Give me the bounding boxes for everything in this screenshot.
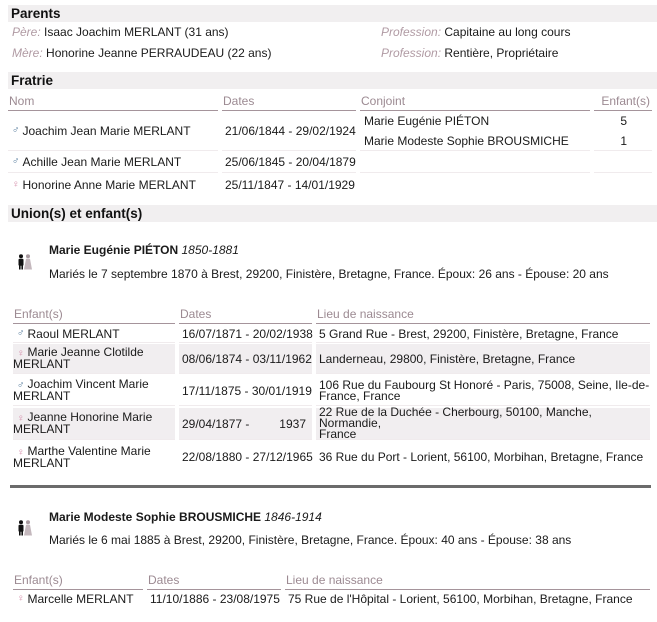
mother-profession-label: Profession: xyxy=(381,46,442,60)
male-icon: ♂ xyxy=(17,327,25,339)
fratrie-row-dates: 25/06/1845 - 20/04/1879 xyxy=(222,152,356,173)
child-date-start: 16/07/1871 xyxy=(182,326,243,341)
fratrie-spouse-children: 5 xyxy=(620,114,627,128)
father-row xyxy=(12,25,229,39)
union-divider xyxy=(10,485,651,488)
union-spouse-name[interactable]: Marie Eugénie PIÉTON xyxy=(49,243,179,257)
child-birthplace xyxy=(316,376,650,406)
birthplace-line: France, France xyxy=(319,388,401,403)
fratrie-spouse-name[interactable]: Marie Eugénie PIÉTON xyxy=(364,114,490,128)
union-spouse-years: 1846-1914 xyxy=(264,510,322,524)
child-name-text[interactable]: Joachim Vincent Marie xyxy=(27,377,149,391)
male-icon: ♂ xyxy=(12,124,20,136)
mother-row xyxy=(12,46,271,60)
children-header-dates: Dates xyxy=(179,306,312,324)
father-link[interactable]: Isaac Joachim MERLANT (31 ans) xyxy=(44,25,229,39)
parents-section-title: Parents xyxy=(8,5,657,22)
child-dates xyxy=(179,344,312,374)
fratrie-row-name[interactable] xyxy=(8,152,218,173)
child-name[interactable] xyxy=(13,325,175,343)
mother-profession-row xyxy=(381,46,558,60)
female-icon: ♀ xyxy=(17,413,25,424)
mother-label: Mère: xyxy=(12,46,43,60)
child-dates xyxy=(179,408,312,440)
couple-icon xyxy=(17,520,35,536)
birthplace-line: France xyxy=(319,427,357,441)
union-marriage-details: Mariés le 6 mai 1885 à Brest, 29200, Finistère, Bretagne, France. Époux: 40 ans - Épouse: 38 ans xyxy=(49,533,572,547)
child-birthplace: 36 Rue du Port - Lorient, 56100, Morbihan, Bretagne, France xyxy=(319,450,644,464)
union-marriage-details: Mariés le 7 septembre 1870 à Brest, 29200, Finistère, Bretagne, France. Époux: 26 ans - Épouse: 20 ans xyxy=(49,267,609,281)
birthplace-line: 106 Rue du Faubourg St Honoré - Paris, 75008, Seine, Ile-de- xyxy=(319,377,650,392)
date-separator: - xyxy=(242,351,253,366)
child-date-start: 11/10/1886 xyxy=(150,592,210,606)
child-birthplace: Landerneau, 29800, Finistère, Bretagne, France xyxy=(316,344,650,374)
child-dates xyxy=(147,591,281,607)
union-spouse-heading xyxy=(49,510,322,524)
fratrie-empty-cell xyxy=(360,152,590,173)
fratrie-empty-cell xyxy=(594,152,652,173)
child-date-end: 27/12/1965 xyxy=(252,450,313,464)
fratrie-section-title: Fratrie xyxy=(8,72,657,89)
child-dates xyxy=(179,376,312,406)
child-birthplace: 5 Grand Rue - Brest, 29200, Finistère, Bretagne, France xyxy=(316,325,650,343)
child-dates xyxy=(179,325,312,343)
fratrie-row-name[interactable] xyxy=(8,174,218,195)
child-name[interactable] xyxy=(13,408,175,440)
child-name-text[interactable]: MERLANT xyxy=(13,455,71,470)
date-separator: - xyxy=(242,450,253,464)
date-separator: - xyxy=(242,416,253,431)
fratrie-spouse-name[interactable]: Marie Modeste Sophie BROUSMICHE xyxy=(360,131,590,151)
sibling-name[interactable]: Joachim Jean Marie MERLANT xyxy=(22,123,191,138)
date-separator: - xyxy=(242,326,253,341)
child-birthplace xyxy=(316,405,650,441)
child-date-end: 03/11/1962 xyxy=(252,351,312,366)
child-name-text[interactable]: MERLANT xyxy=(13,357,71,371)
child-date-start: 29/04/1877 xyxy=(182,416,243,431)
female-icon: ♀ xyxy=(17,446,25,458)
father-label: Père: xyxy=(12,25,41,39)
child-name[interactable] xyxy=(13,591,143,607)
fratrie-row-dates: 21/06/1844 - 29/02/1924 xyxy=(222,111,356,151)
sibling-name[interactable]: Honorine Anne Marie MERLANT xyxy=(22,177,196,192)
female-icon: ♀ xyxy=(17,593,25,604)
child-date-start: 08/06/1874 xyxy=(182,351,243,366)
couple-icon xyxy=(17,254,35,270)
child-name[interactable] xyxy=(13,376,175,406)
female-icon: ♀ xyxy=(12,178,20,190)
children-header-lieu: Lieu de naissance xyxy=(285,572,650,590)
child-dates xyxy=(179,442,312,472)
child-date-end: 30/01/1919 xyxy=(251,383,312,398)
birthplace-line: 22 Rue de la Duchée - Cherbourg, 50100, Manche, Normandie, xyxy=(319,405,592,430)
date-separator: - xyxy=(241,383,252,398)
child-date-end: 23/08/1975 xyxy=(219,592,280,606)
child-name-text[interactable]: Marie Jeanne Clotilde xyxy=(27,345,144,359)
union-spouse-name[interactable]: Marie Modeste Sophie BROUSMICHE xyxy=(49,510,262,524)
fratrie-header-nom: Nom xyxy=(8,93,218,111)
fratrie-header-enfants: Enfant(s) xyxy=(594,93,652,111)
sibling-name[interactable]: Achille Jean Marie MERLANT xyxy=(22,155,182,169)
male-icon: ♂ xyxy=(17,380,25,391)
union-spouse-years: 1850-1881 xyxy=(181,243,239,257)
child-name[interactable] xyxy=(13,442,175,472)
child-name-text[interactable]: MERLANT xyxy=(13,422,71,436)
union-spouse-heading xyxy=(49,243,239,257)
unions-section-title: Union(s) et enfant(s) xyxy=(8,205,657,222)
child-name-text[interactable]: MERLANT xyxy=(13,389,71,403)
child-name-text[interactable]: Marthe Valentine Marie xyxy=(27,443,151,458)
children-header-dates: Dates xyxy=(147,572,281,590)
children-header-enfants: Enfant(s) xyxy=(13,572,143,590)
child-date-end: 1937 xyxy=(279,416,306,431)
father-profession-label: Profession: xyxy=(381,25,442,39)
fratrie-header-conjoint: Conjoint xyxy=(360,93,590,111)
date-separator: - xyxy=(209,592,220,606)
child-name[interactable] xyxy=(13,344,175,374)
fratrie-header-dates: Dates xyxy=(222,93,356,111)
child-date-end: 20/02/1938 xyxy=(252,326,313,341)
fratrie-row-dates: 25/11/1847 - 14/01/1929 xyxy=(225,177,355,192)
female-icon: ♀ xyxy=(17,348,25,359)
child-birthplace: 75 Rue de l'Hôpital - Lorient, 56100, Morbihan, Bretagne, France xyxy=(288,592,633,606)
child-date-start: 17/11/1875 xyxy=(182,383,242,398)
mother-link[interactable]: Honorine Jeanne PERRAUDEAU (22 ans) xyxy=(46,46,272,60)
child-date-start: 22/08/1880 xyxy=(182,450,243,464)
children-header-lieu: Lieu de naissance xyxy=(316,306,650,324)
child-name-text[interactable]: Raoul MERLANT xyxy=(27,326,120,341)
child-name-text[interactable]: Marcelle MERLANT xyxy=(27,592,134,606)
mother-profession: Rentière, Propriétaire xyxy=(444,46,559,60)
male-icon: ♂ xyxy=(12,156,20,167)
fratrie-row-name[interactable] xyxy=(8,111,218,151)
fratrie-spouse-children: 1 xyxy=(594,131,652,151)
father-profession: Capitaine au long cours xyxy=(444,25,571,39)
child-name-text[interactable]: Jeanne Honorine Marie xyxy=(27,410,153,424)
children-header-enfants: Enfant(s) xyxy=(13,306,175,324)
father-profession-row xyxy=(381,25,570,39)
